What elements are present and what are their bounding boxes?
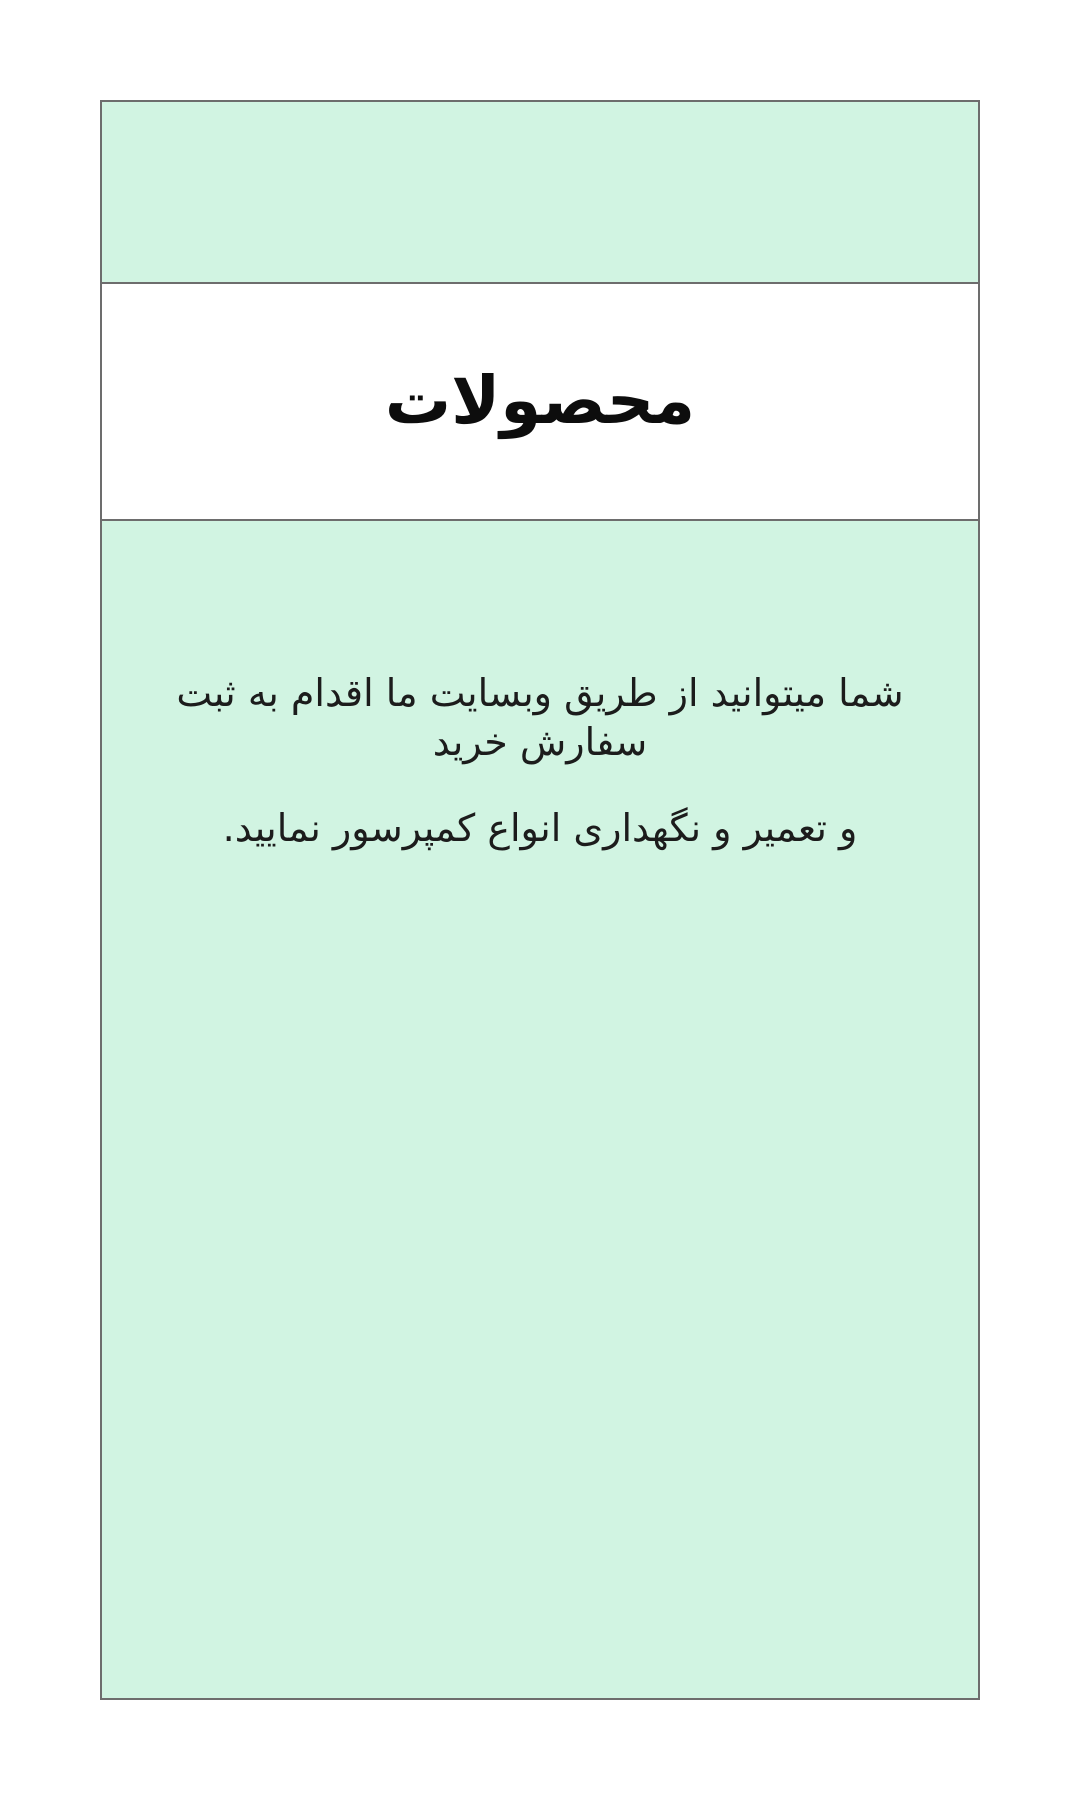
description-line-2: و تعمیر و نگهداری انواع کمپرسور نمایید. [222,805,858,850]
hero-banner [102,102,978,282]
products-page-card [100,100,980,1700]
page-title: محصولات [384,362,696,440]
title-band [102,282,978,521]
description-line-1: شما میتوانید از طریق وبسایت ما اقدام به ثبت سفارش خرید [176,671,904,765]
content-section [102,521,978,1698]
product-description [102,669,978,853]
